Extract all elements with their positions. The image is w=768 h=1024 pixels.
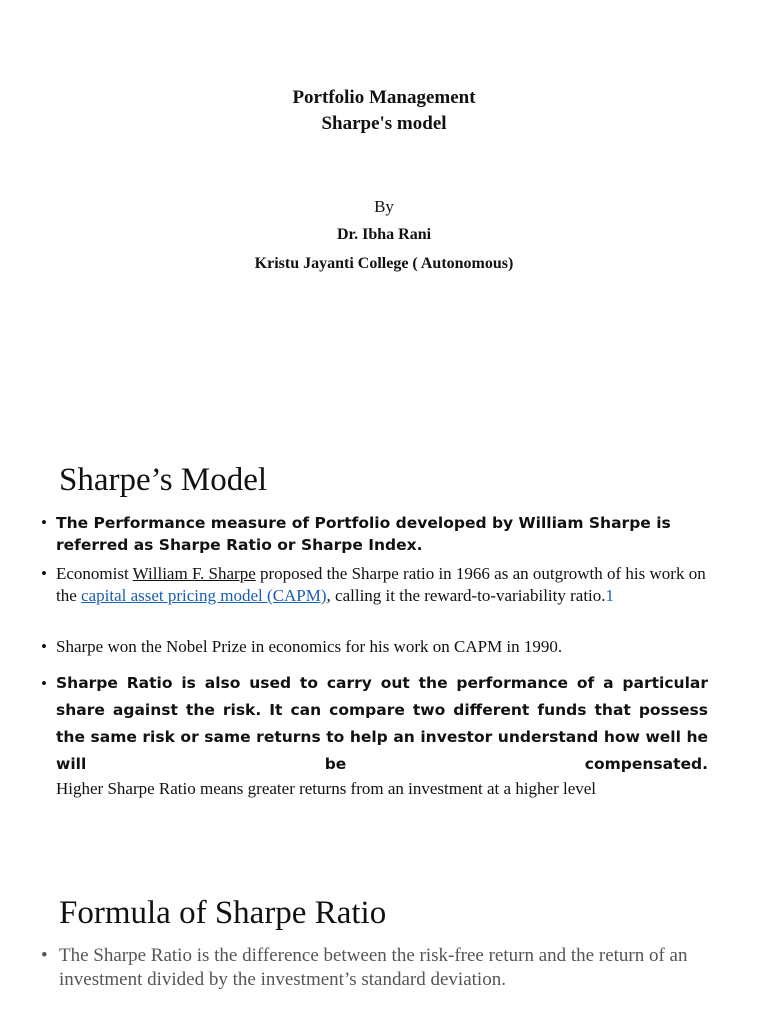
bullet-dot: • <box>41 945 48 966</box>
slide-heading: Sharpe’s Model <box>59 462 268 498</box>
bullet-item <box>41 944 713 992</box>
william-sharpe-link[interactable]: William F. Sharpe <box>132 564 256 583</box>
bullet-continuation <box>41 778 713 800</box>
bullet-item <box>41 670 713 778</box>
presentation-title: Portfolio Management <box>292 87 476 108</box>
presentation-subtitle: Sharpe's model <box>321 113 447 134</box>
reference-link[interactable]: 1 <box>605 586 615 605</box>
bullet-item <box>41 512 713 556</box>
formula-slide <box>0 880 768 1024</box>
bullet-dot: • <box>41 674 47 693</box>
author-name: Dr. Ibha Rani <box>336 226 432 243</box>
bullet-item <box>41 563 713 607</box>
text-segment: Economist <box>56 564 133 583</box>
title-slide <box>0 0 768 420</box>
text-segment: proposed the Sharpe ratio in 1966 as an outgrowth of his work on the <box>56 564 706 605</box>
slide-heading: Formula of Sharpe Ratio <box>59 895 387 931</box>
bullet-dot: • <box>41 513 47 532</box>
bullet-text: The Performance measure of Portfolio developed by William Sharpe is referred as Sharpe Ratio or Sharpe Index. <box>56 514 671 554</box>
bullet-text: Higher Sharpe Ratio means greater returns from an investment at a higher level <box>56 779 597 798</box>
sharpe-model-slide <box>0 440 768 840</box>
bullet-item <box>41 636 713 658</box>
bullet-text: The Sharpe Ratio is the difference between the risk-free return and the return of an investment divided by the investment’s standard deviation. <box>59 945 688 990</box>
by-label: By <box>374 197 394 216</box>
institution-name: Kristu Jayanti College ( Autonomous) <box>254 255 514 272</box>
text-segment: , calling it the reward-to-variability ratio. <box>326 586 606 605</box>
capm-link[interactable]: capital asset pricing model (CAPM) <box>81 586 327 605</box>
bullet-text <box>56 563 713 607</box>
bullet-text: Sharpe won the Nobel Prize in economics for his work on CAPM in 1990. <box>56 637 563 656</box>
bullet-text: Sharpe Ratio is also used to carry out the performance of a particular share against the risk. It can compare two different funds that possess the same risk or same returns to help an investor understand how well he will be compensated. <box>56 674 708 773</box>
bullet-dot: • <box>41 564 47 583</box>
bullet-dot: • <box>41 637 47 656</box>
